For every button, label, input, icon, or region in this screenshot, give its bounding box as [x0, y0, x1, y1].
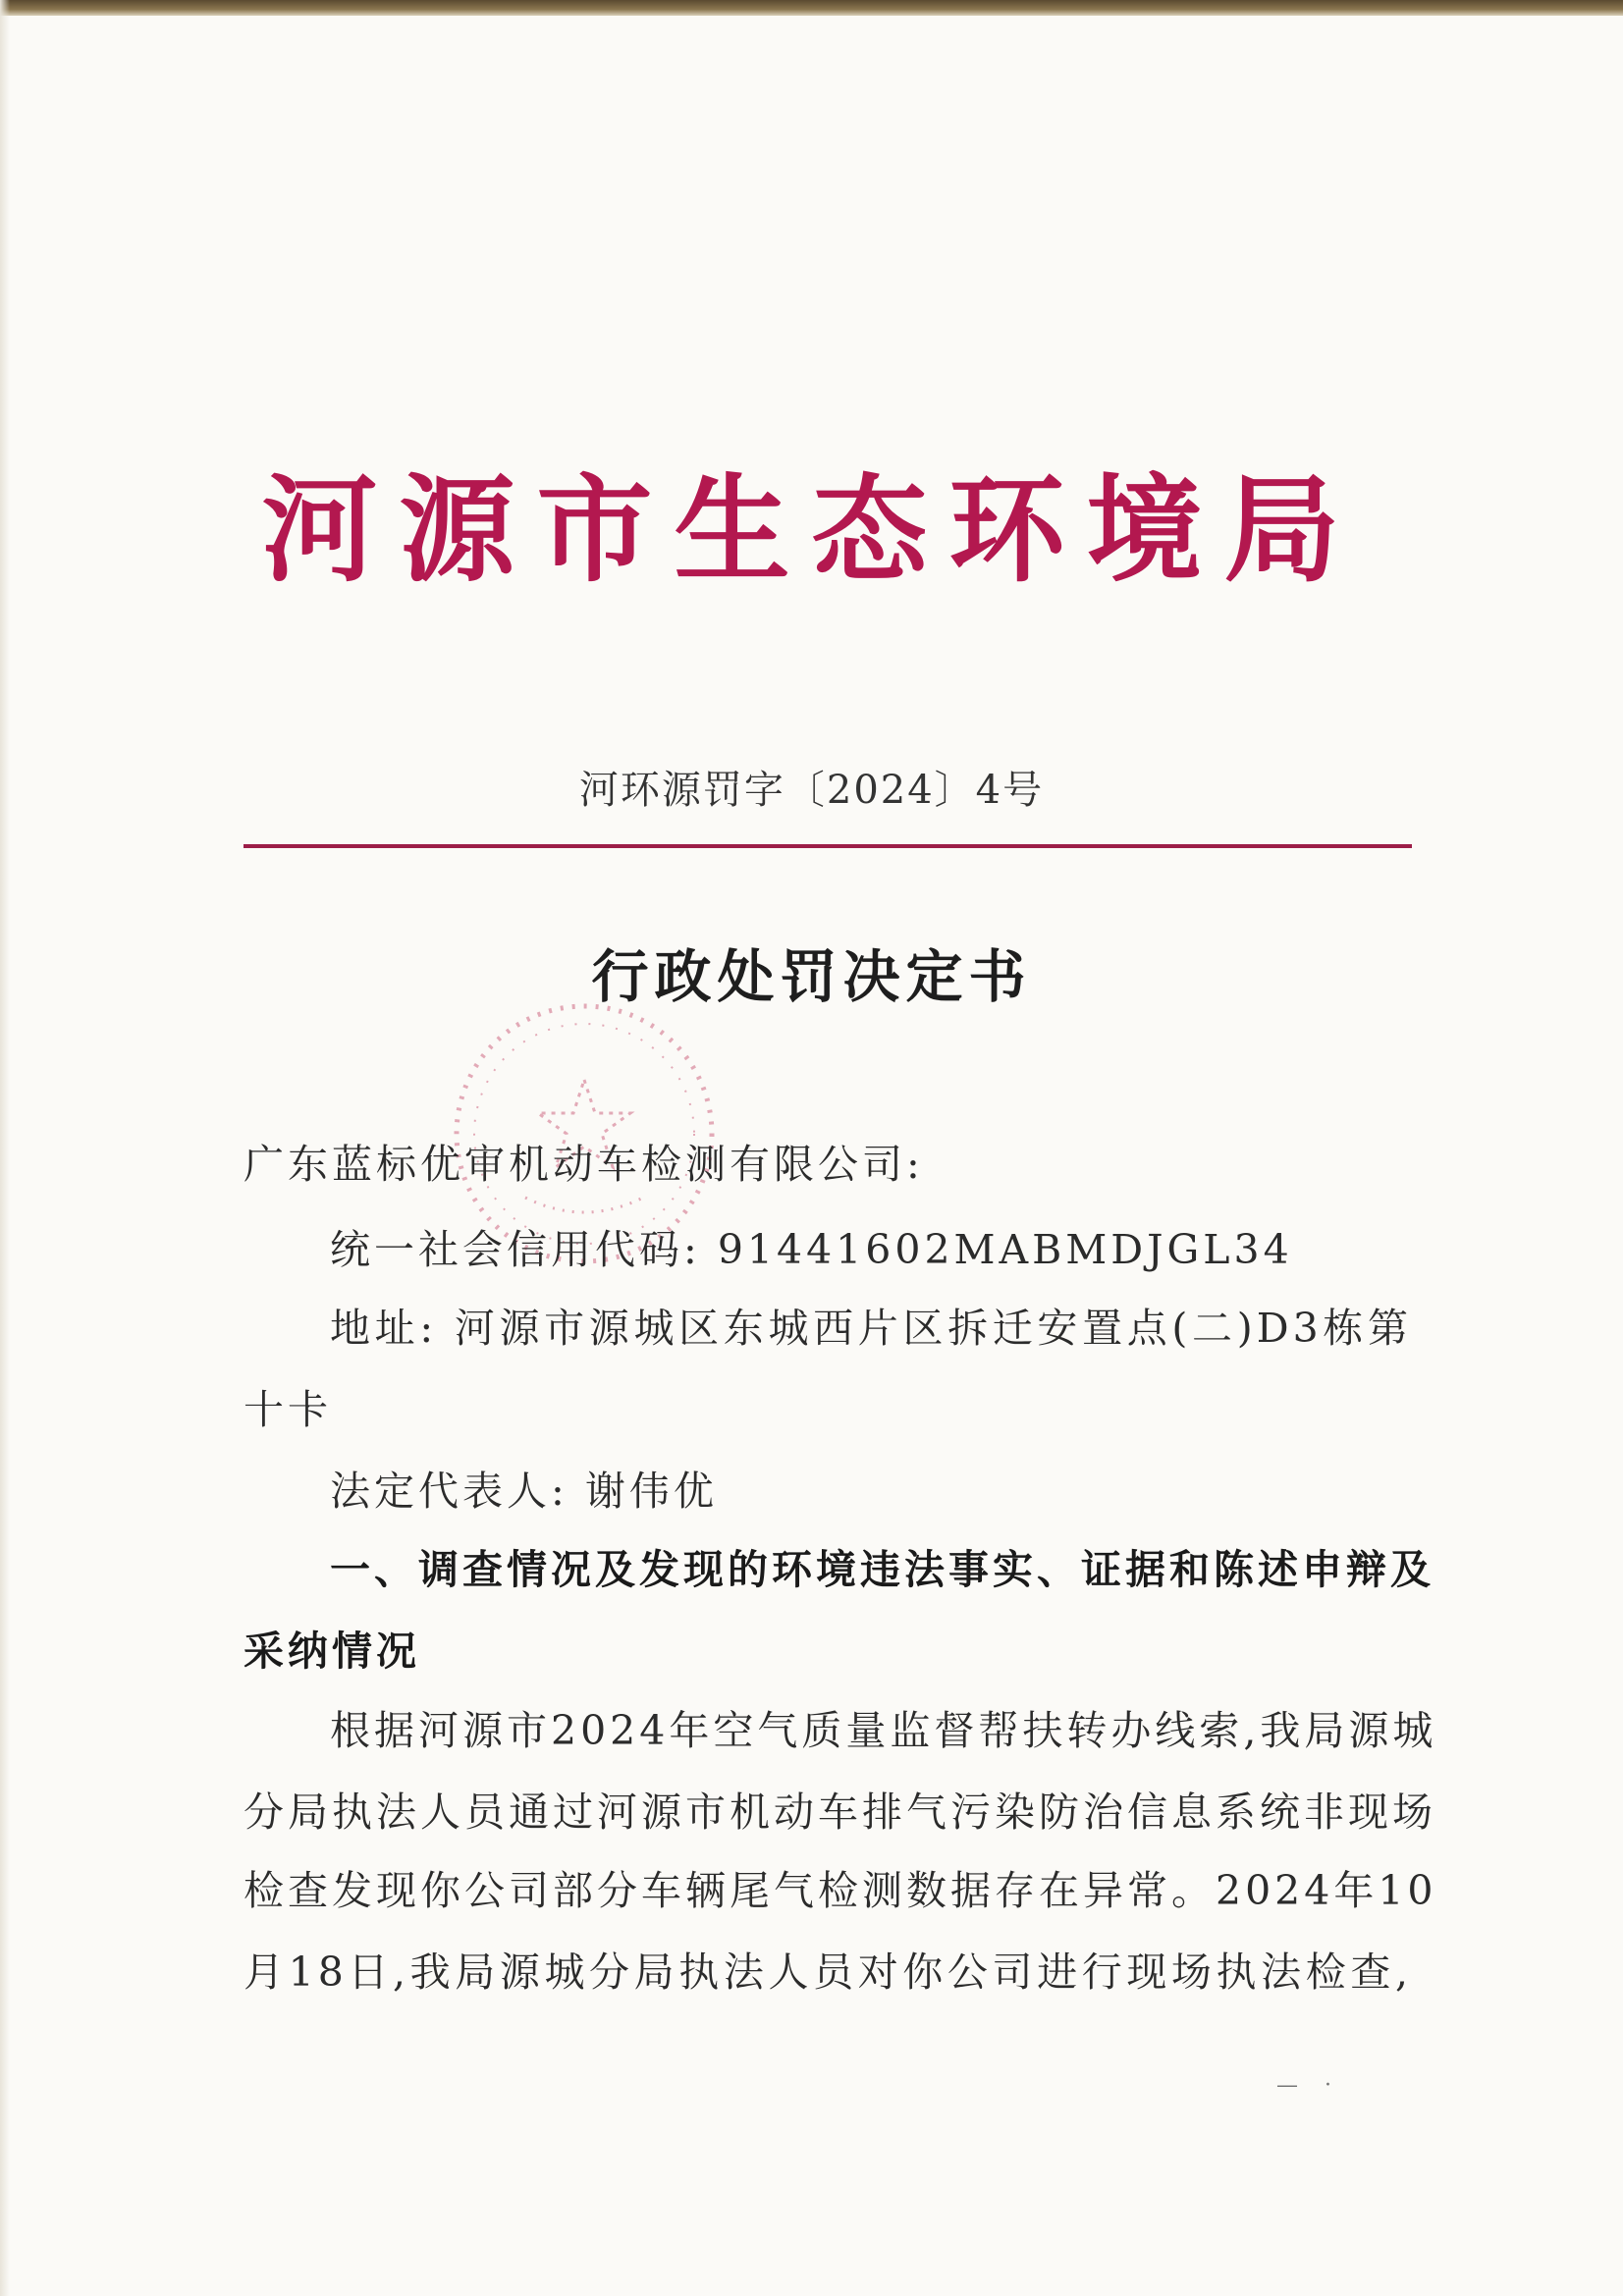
scan-page-mark: — ·: [1276, 2073, 1341, 2098]
address-line-1: 地址: 河源市源城区东城西片区拆迁安置点(二)D3栋第: [330, 1305, 1412, 1352]
document-title: 行政处罚决定书: [591, 943, 1032, 1010]
body-paragraph-line-1: 根据河源市2024年空气质量监督帮扶转办线索,我局源城: [330, 1707, 1437, 1754]
address-line-2: 十卡: [243, 1386, 332, 1433]
section-1-heading-line-1: 一、调查情况及发现的环境违法事实、证据和陈述申辩及: [330, 1546, 1434, 1593]
scan-left-shadow: [0, 0, 10, 2296]
body-paragraph-line-4: 月18日,我局源城分局执法人员对你公司进行现场执法检查,: [243, 1949, 1412, 1996]
body-paragraph-line-2: 分局执法人员通过河源市机动车排气污染防治信息系统非现场: [243, 1789, 1436, 1836]
red-separator-rule: [243, 844, 1412, 848]
document-number: 河环源罚字〔2024〕4号: [578, 768, 1045, 813]
section-1-heading-line-2: 采纳情况: [243, 1628, 420, 1675]
scan-top-edge: [0, 0, 1623, 16]
body-paragraph-line-3: 检查发现你公司部分车辆尾气检测数据存在异常。2024年10: [243, 1867, 1437, 1914]
agency-masthead: 河源市生态环境局: [261, 461, 1362, 598]
legal-representative-line: 法定代表人: 谢伟优: [330, 1468, 718, 1515]
recipient-company: 广东蓝标优审机动车检测有限公司:: [243, 1141, 924, 1188]
credit-code-line: 统一社会信用代码: 91441602MABMDJGL34: [330, 1226, 1293, 1273]
